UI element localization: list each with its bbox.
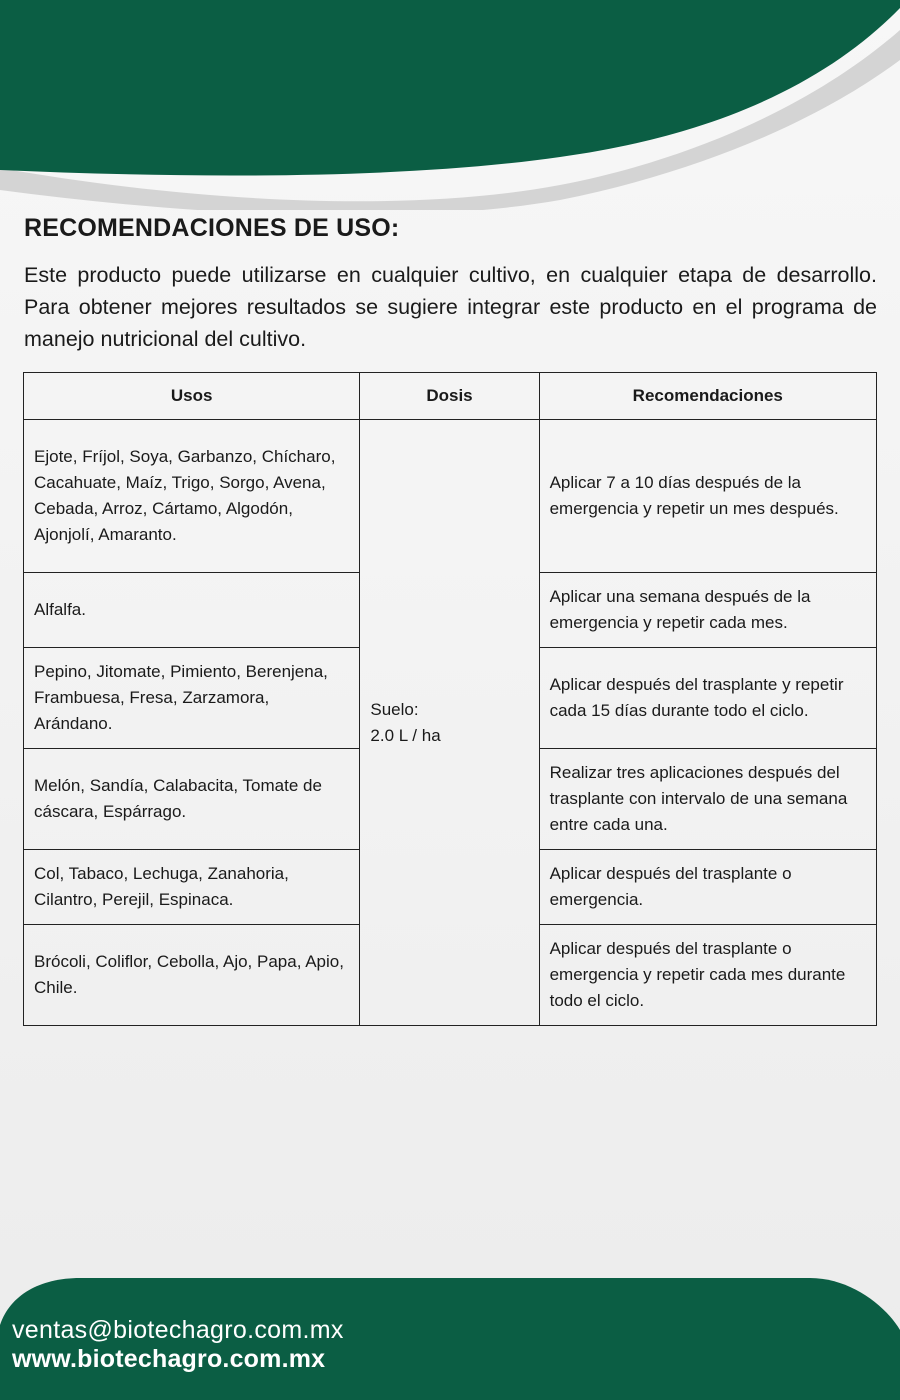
header-wave-decoration — [0, 0, 900, 210]
dosis-method: Suelo: — [370, 699, 419, 719]
usos-cell: Melón, Sandía, Calabacita, Tomate de cáscara, Espárrago. — [24, 749, 360, 850]
recomendacion-cell: Aplicar después del trasplante o emergencia y repetir cada mes durante todo el ciclo. — [539, 925, 876, 1026]
header-dosis: Dosis — [360, 373, 539, 420]
recomendacion-cell: Aplicar 7 a 10 días después de la emergencia y repetir un mes después. — [539, 420, 876, 573]
footer-email[interactable]: ventas@biotechagro.com.mx — [12, 1316, 344, 1344]
table-header-row — [24, 373, 877, 420]
recomendacion-cell: Aplicar una semana después de la emergencia y repetir cada mes. — [539, 573, 876, 648]
usos-cell: Ejote, Fríjol, Soya, Garbanzo, Chícharo, Cacahuate, Maíz, Trigo, Sorgo, Avena, Cebada, Arroz, Cártamo, Algodón, Ajonjolí, Amaranto. — [24, 420, 360, 573]
footer-website[interactable]: www.biotechagro.com.mx — [12, 1345, 326, 1373]
recomendacion-cell: Realizar tres aplicaciones después del trasplante con intervalo de una semana entre cada una. — [539, 749, 876, 850]
usos-cell: Brócoli, Coliflor, Cebolla, Ajo, Papa, Apio, Chile. — [24, 925, 360, 1026]
intro-paragraph: Este producto puede utilizarse en cualquier cultivo, en cualquier etapa de desarrollo. Para obtener mejores resultados se sugiere integrar este producto en el programa de manejo nutricional del cultivo. — [24, 263, 877, 351]
dosis-cell — [360, 420, 539, 1026]
recomendacion-cell: Aplicar después del trasplante y repetir cada 15 días durante todo el ciclo. — [539, 648, 876, 749]
usos-cell: Pepino, Jitomate, Pimiento, Berenjena, Frambuesa, Fresa, Zarzamora, Arándano. — [24, 648, 360, 749]
header-usos: Usos — [24, 373, 360, 420]
table-row — [24, 420, 877, 573]
recomendacion-cell: Aplicar después del trasplante o emergencia. — [539, 850, 876, 925]
dosis-amount: 2.0 L / ha — [370, 725, 441, 745]
usage-table — [23, 372, 877, 1026]
header-recomendaciones: Recomendaciones — [539, 373, 876, 420]
section-title: RECOMENDACIONES DE USO: — [24, 214, 400, 242]
usos-cell: Col, Tabaco, Lechuga, Zanahoria, Cilantro, Perejil, Espinaca. — [24, 850, 360, 925]
usos-cell: Alfalfa. — [24, 573, 360, 648]
